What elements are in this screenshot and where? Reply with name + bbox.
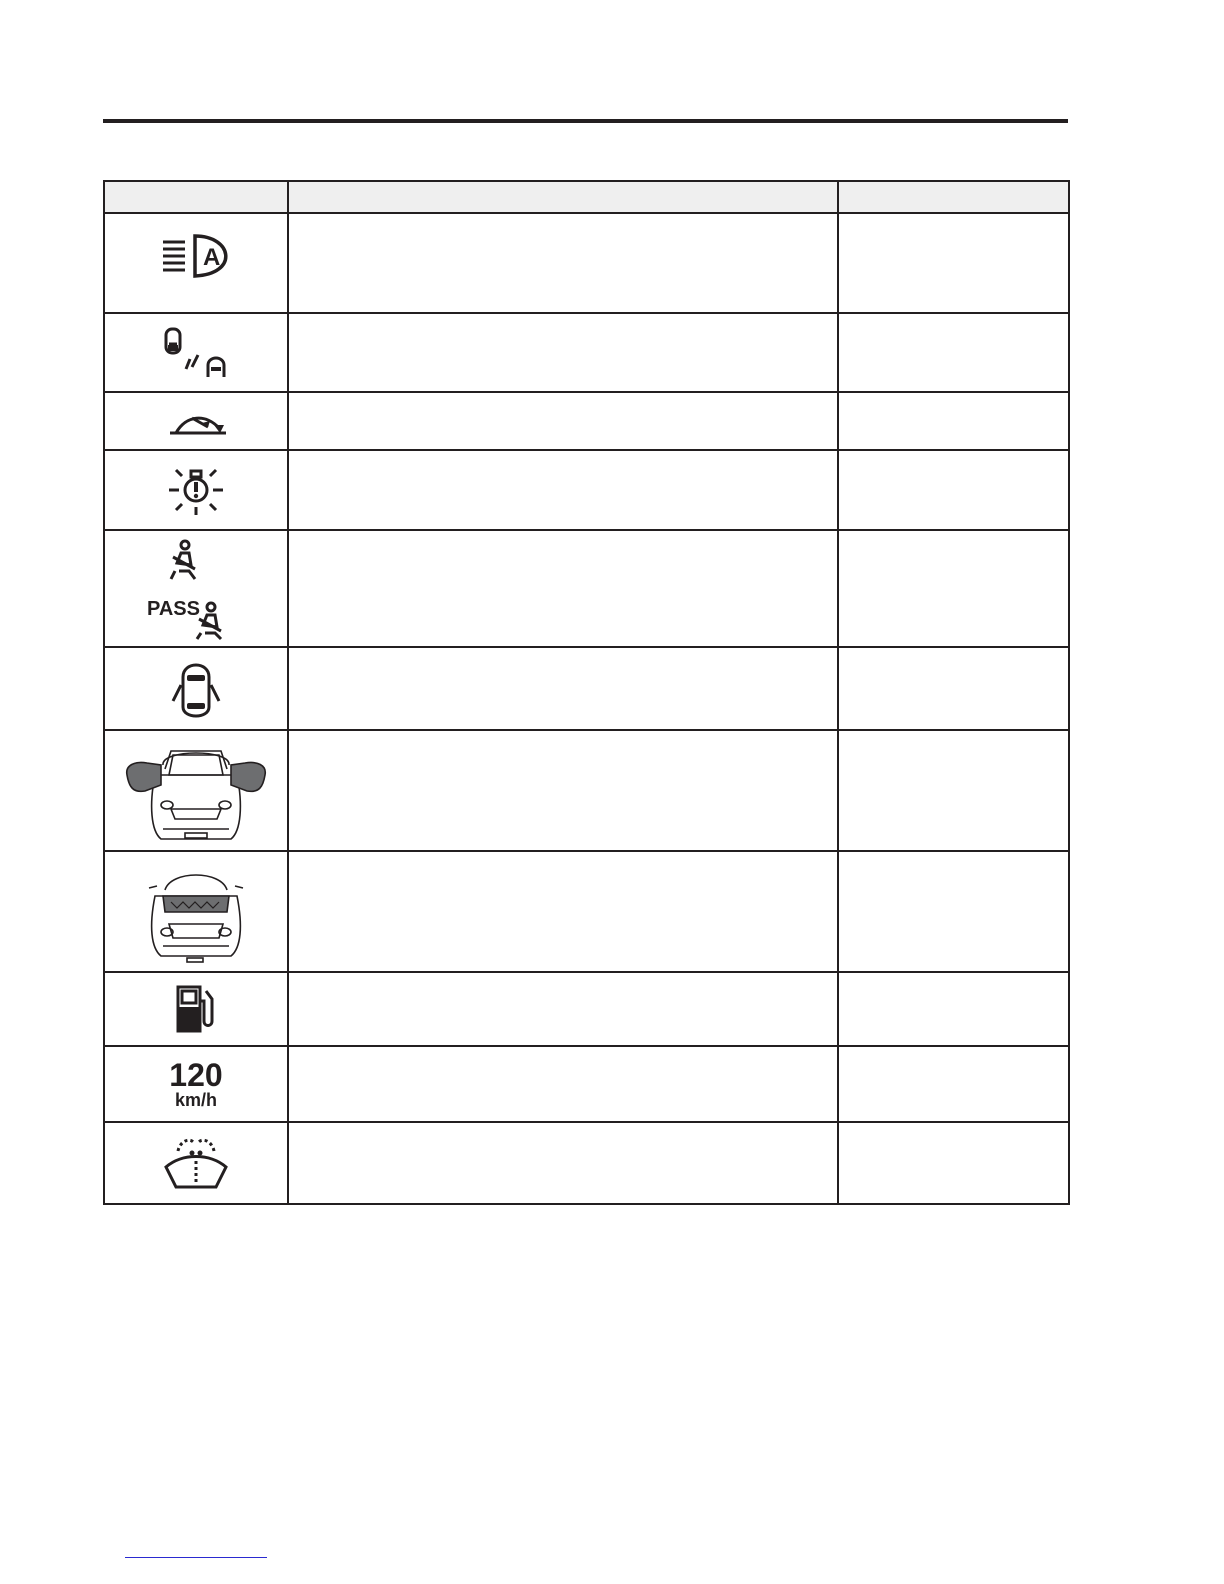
description-cell xyxy=(288,392,838,450)
table-row xyxy=(104,213,1069,313)
table-row xyxy=(104,851,1069,972)
page-cell xyxy=(838,450,1069,530)
signal-cell xyxy=(104,213,288,313)
description-cell xyxy=(288,972,838,1046)
table-row xyxy=(104,530,1069,647)
distance-warning-icon xyxy=(156,325,236,381)
page-cell xyxy=(838,530,1069,647)
cruise-control-icon xyxy=(156,401,236,441)
speed-warning-icon xyxy=(156,1054,236,1114)
signal-cell xyxy=(104,647,288,730)
page-cell xyxy=(838,313,1069,392)
footer-link-underline[interactable] xyxy=(125,1557,267,1558)
description-cell xyxy=(288,213,838,313)
description-cell xyxy=(288,313,838,392)
header-indication xyxy=(288,181,838,213)
table-row xyxy=(104,1122,1069,1204)
svg-text:A: A xyxy=(203,244,221,271)
page-cell xyxy=(838,213,1069,313)
page-cell xyxy=(838,392,1069,450)
speed-limit-value: 120 xyxy=(169,1057,223,1093)
table-row xyxy=(104,730,1069,851)
table-row xyxy=(104,450,1069,530)
signal-cell xyxy=(104,1122,288,1204)
indicator-table xyxy=(103,180,1070,1205)
car-trunk-open-icon xyxy=(141,856,251,968)
description-cell xyxy=(288,530,838,647)
description-cell xyxy=(288,1122,838,1204)
table-header-row xyxy=(104,181,1069,213)
page-cell xyxy=(838,1046,1069,1122)
table-row xyxy=(104,972,1069,1046)
door-ajar-icon xyxy=(161,653,231,725)
table-row xyxy=(104,392,1069,450)
signal-cell xyxy=(104,1046,288,1122)
lamp-malfunction-icon xyxy=(161,460,231,520)
signal-cell xyxy=(104,450,288,530)
seat-belt-icon xyxy=(141,537,251,641)
signal-cell xyxy=(104,972,288,1046)
header-page xyxy=(838,181,1069,213)
pass-label: PASS xyxy=(147,597,200,620)
signal-cell xyxy=(104,313,288,392)
signal-cell xyxy=(104,730,288,851)
top-rule xyxy=(103,119,1068,123)
car-doors-open-icon xyxy=(121,735,271,847)
page-cell xyxy=(838,851,1069,972)
low-fuel-icon xyxy=(166,981,226,1037)
speed-unit: km/h xyxy=(174,1090,218,1110)
page-cell xyxy=(838,730,1069,851)
auto-high-beam-icon xyxy=(151,228,241,288)
signal-cell xyxy=(104,530,288,647)
page-cell xyxy=(838,1122,1069,1204)
washer-fluid-icon xyxy=(156,1131,236,1195)
description-cell xyxy=(288,1046,838,1122)
header-signal xyxy=(104,181,288,213)
page-cell xyxy=(838,972,1069,1046)
description-cell xyxy=(288,851,838,972)
page-cell xyxy=(838,647,1069,730)
table-row xyxy=(104,313,1069,392)
signal-cell xyxy=(104,392,288,450)
description-cell xyxy=(288,647,838,730)
table-row xyxy=(104,647,1069,730)
table-row xyxy=(104,1046,1069,1122)
description-cell xyxy=(288,730,838,851)
signal-cell xyxy=(104,851,288,972)
description-cell xyxy=(288,450,838,530)
